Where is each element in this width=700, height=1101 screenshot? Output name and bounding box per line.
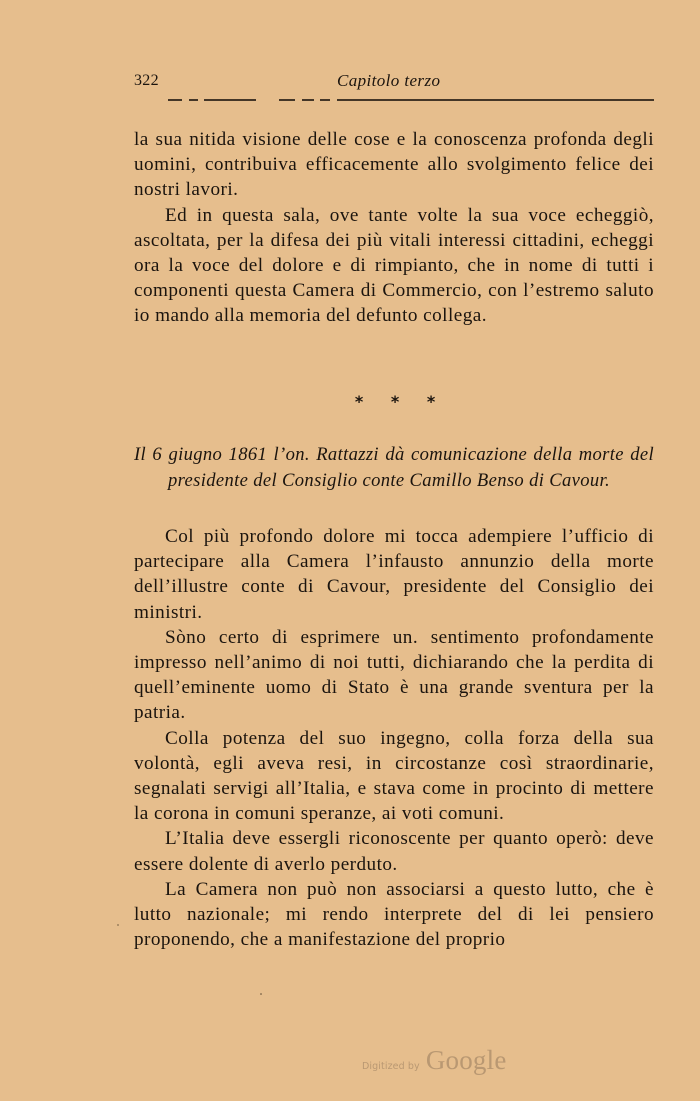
- asterisk-ornament: *: [390, 392, 400, 411]
- paragraph: la sua nitida visione delle cose e la conoscenza profonda degli uomini, contribuiva efficacemente allo svolgimento felice dei nostri lavori.: [134, 129, 654, 201]
- section-heading: Il 6 giugno 1861 l’on. Rattazzi dà comunicazione della morte del presidente del Consiglio conte Camillo Benso di Cavour.: [134, 444, 654, 491]
- header-rule: [204, 99, 256, 101]
- header-rule: [279, 99, 295, 101]
- paragraph: Ed in questa sala, ove tante volte la sua voce echeggiò, ascoltata, per la difesa dei più vitali interessi cittadini, echeggi ora la voce del dolore e di rimpianto, che in nome di tutti i componenti questa Camera di Commercio, con l’estremo saluto io mando alla memoria del defunto collega.: [134, 204, 654, 327]
- paragraph: Col più profondo dolore mi tocca adempiere l’ufficio di partecipare alla Camera l’infausto annunzio della morte dell’illustre conte di Cavour, presidente del Consiglio dei ministri.: [134, 526, 654, 623]
- asterisk-ornament: *: [354, 392, 364, 411]
- digitized-by-google-watermark: [362, 1045, 507, 1085]
- paragraph: Colla potenza del suo ingegno, colla forza della sua volontà, egli aveva resi, in circostanze così straordinarie, segnalati servigi all’Italia, e stava come in procinto di mettere la corona in comuni speranze, ai voti comuni.: [134, 727, 654, 825]
- paragraph: La Camera non può non associarsi a questo lutto, che è lutto nazionale; mi rendo interprete del di lei pensiero proponendo, che a manifestazione del proprio: [134, 878, 654, 951]
- header-rule: [189, 99, 198, 101]
- paragraph: L’Italia deve essergli riconoscente per quanto operò: deve essere dolente di averlo perduto.: [134, 828, 654, 875]
- digitized-label: Digitized by: [362, 1061, 420, 1072]
- paragraph: Sòno certo di esprimere un. sentimento profondamente impresso nell’animo di noi tutti, dichiarando che la perdita di quell’eminente uomo di Stato è una grande sventura per la patria.: [134, 626, 654, 724]
- running-header: [134, 70, 654, 104]
- body-text-top: [134, 127, 654, 329]
- header-rule: [302, 99, 314, 101]
- asterisk-ornament: *: [426, 392, 436, 411]
- header-rule: [168, 99, 182, 101]
- chapter-title: Capitolo terzo: [337, 71, 441, 90]
- page-number: 322: [134, 72, 159, 89]
- header-rule: [320, 99, 330, 101]
- body-text-bottom: [134, 524, 654, 952]
- header-rule: [337, 99, 654, 101]
- paper-speck: [117, 924, 119, 926]
- google-logo: Google: [425, 1045, 507, 1075]
- paper-speck: [260, 993, 262, 995]
